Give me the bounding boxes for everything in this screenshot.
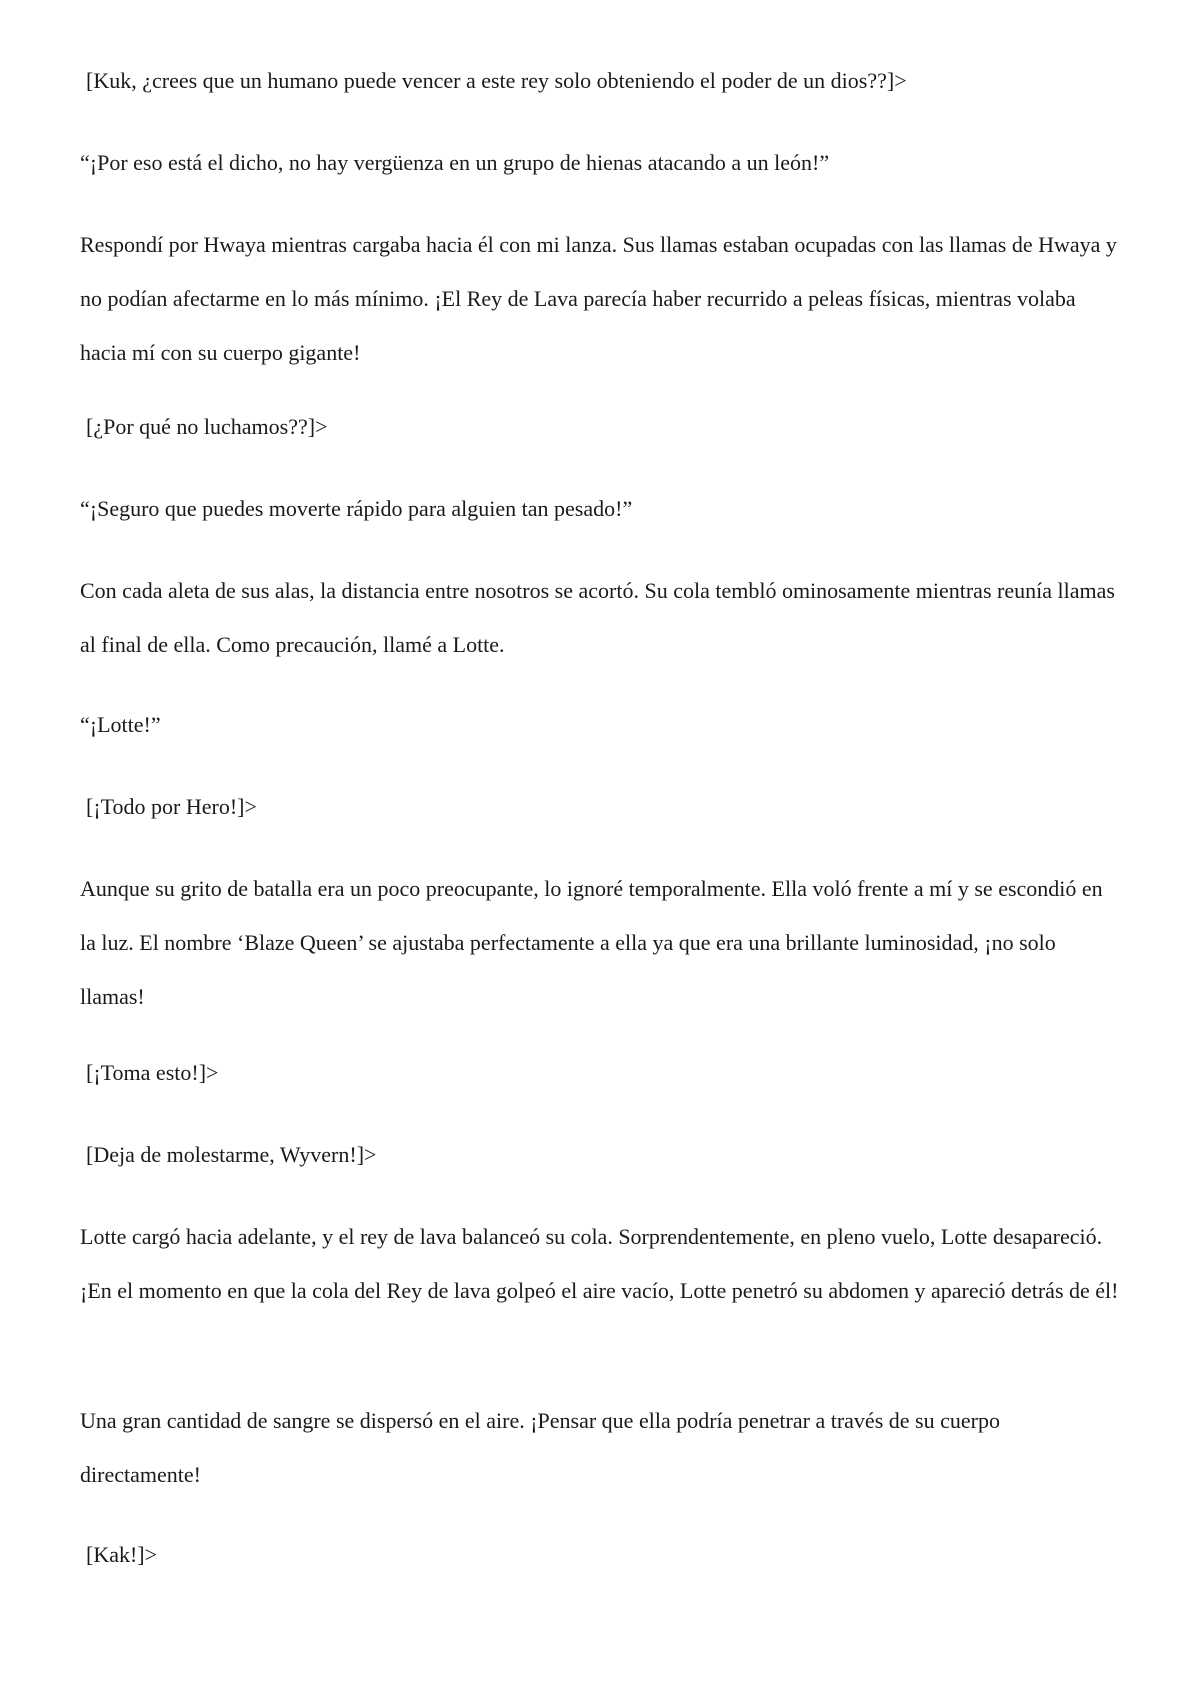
dialogue-line: “¡Seguro que puedes moverte rápido para alguien tan pesado!” <box>80 496 633 521</box>
dialogue-line: “¡Por eso está el dicho, no hay vergüenza en un grupo de hienas atacando a un león!” <box>80 150 830 175</box>
dialogue-line: [¿Por qué no luchamos??]> <box>86 414 328 439</box>
narrative-paragraph: Lotte cargó hacia adelante, y el rey de lava balanceó su cola. Sorprendentemente, en pleno vuelo, Lotte desapareció. ¡En el momento en que la cola del Rey de lava golpeó el aire vacío, Lotte penetró su abdomen y apareció detrás de él! <box>80 1224 1119 1303</box>
narrative-paragraph: Aunque su grito de batalla era un poco preocupante, lo ignoré temporalmente. Ella voló frente a mí y se escondió en la luz. El nombre ‘Blaze Queen’ se ajustaba perfectamente a ella ya que era una brillante luminosidad, ¡no solo llamas! <box>80 876 1103 1009</box>
dialogue-line: [Kak!]> <box>86 1542 158 1567</box>
narrative-paragraph: Con cada aleta de sus alas, la distancia entre nosotros se acortó. Su cola tembló ominosamente mientras reunía llamas al final de ella. Como precaución, llamé a Lotte. <box>80 578 1115 657</box>
narrative-paragraph: Una gran cantidad de sangre se dispersó en el aire. ¡Pensar que ella podría penetrar a través de su cuerpo directamente! <box>80 1408 1000 1487</box>
dialogue-line: [Kuk, ¿crees que un humano puede vencer a este rey solo obteniendo el poder de un dios??]> <box>86 68 907 93</box>
dialogue-line: [¡Toma esto!]> <box>86 1060 219 1085</box>
dialogue-line: “¡Lotte!” <box>80 712 161 737</box>
dialogue-line: [¡Todo por Hero!]> <box>86 794 257 819</box>
dialogue-line: [Deja de molestarme, Wyvern!]> <box>86 1142 377 1167</box>
narrative-paragraph: Respondí por Hwaya mientras cargaba hacia él con mi lanza. Sus llamas estaban ocupadas con las llamas de Hwaya y no podían afectarme en lo más mínimo. ¡El Rey de Lava parecía haber recurrido a peleas físicas, mientras volaba hacia mí con su cuerpo gigante! <box>80 232 1117 365</box>
